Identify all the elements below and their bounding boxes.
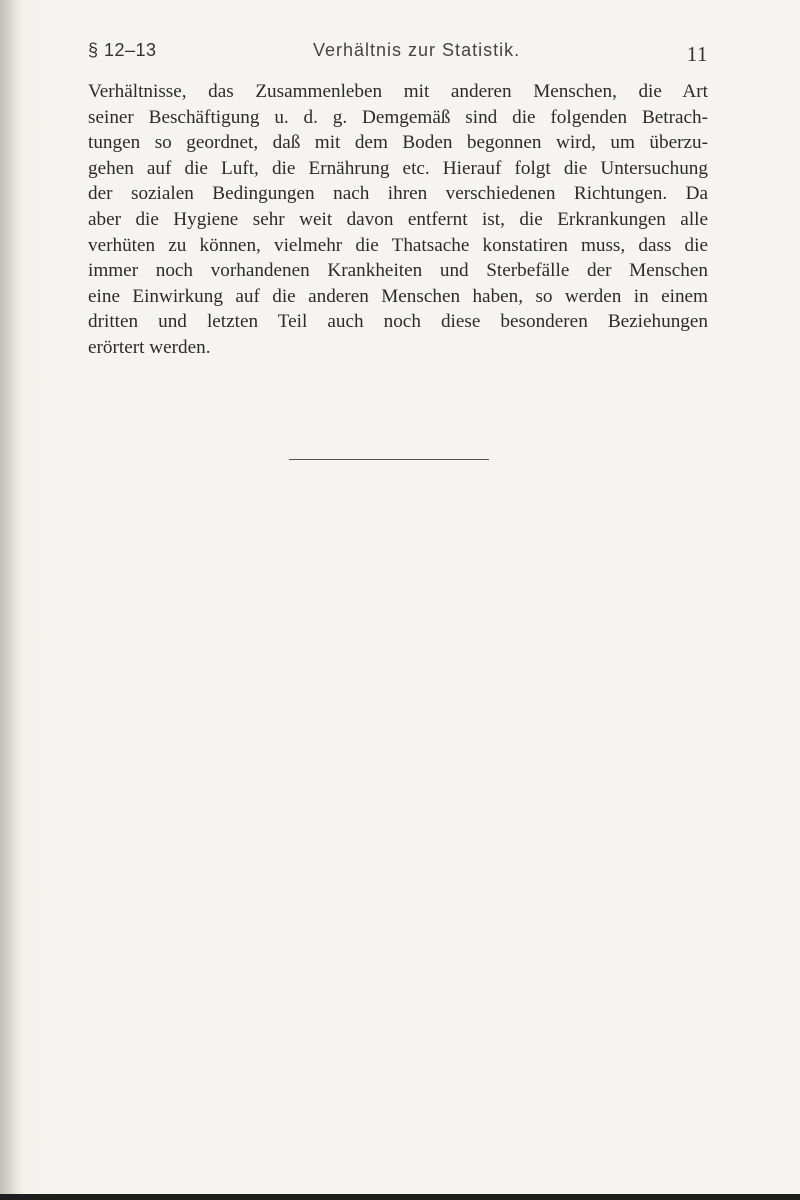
text-line: seiner Beschäftigung u. d. g. Demgemäß sind die folgenden Betrach- [88,106,708,128]
text-line: eine Einwirkung auf die anderen Menschen haben, so werden in einem [88,285,708,307]
body-paragraph [88,79,708,361]
text-line: Verhältnisse, das Zusammenleben mit anderen Menschen, die Art [88,81,708,102]
page-number: 11 [686,42,708,66]
text-line: immer noch vorhandenen Krankheiten und Sterbefälle der Menschen [88,260,708,282]
text-line: tungen so geordnet, daß mit dem Boden begonnen wird, um überzu- [88,132,708,154]
text-line: aber die Hygiene sehr weit davon entfernt ist, die Erkrankungen alle [88,208,708,230]
section-reference: § 12–13 [88,40,157,60]
page-bottom-edge [0,1194,800,1200]
section-divider-rule [289,459,489,460]
text-line: verhüten zu können, vielmehr die Thatsache konstatiren muss, dass die [88,234,708,256]
text-line: erörtert werden. [88,336,211,358]
text-line: gehen auf die Luft, die Ernährung etc. Hierauf folgt die Untersuchung [88,157,708,179]
running-head [88,40,708,70]
spine-shadow [0,0,22,1200]
text-line: dritten und letzten Teil auch noch diese besonderen Beziehungen [88,311,708,333]
running-title: Verhältnis zur Statistik. [313,40,521,60]
text-line: der sozialen Bedingungen nach ihren verschiedenen Richtungen. Da [88,183,708,205]
